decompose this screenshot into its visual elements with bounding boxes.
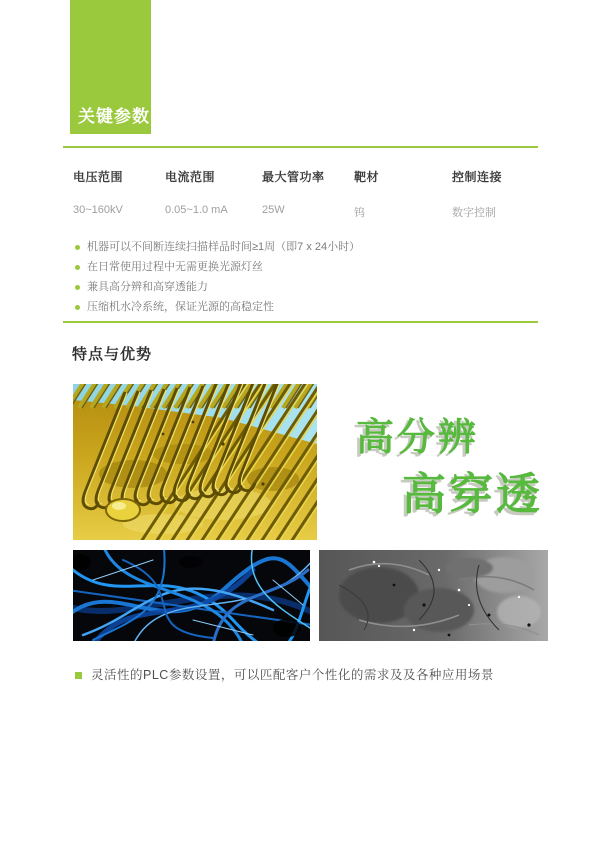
spec-col-current [165, 168, 228, 216]
blue-fiber-image [73, 550, 310, 641]
list-item [73, 277, 360, 297]
spec-table [73, 168, 543, 218]
bullet-text: 压缩机水冷系统，保证光源的高稳定性 [87, 301, 274, 313]
gold-wirebond-image [73, 384, 317, 540]
bullet-dot-icon [75, 285, 80, 290]
bullet-text: 机器可以不间断连续扫描样品时间≥1周（即7 x 24小时） [87, 241, 361, 253]
features-section-title: 特点与优势 [72, 346, 153, 363]
list-item [73, 297, 360, 317]
bullet-text: 在日常使用过程中无需更换光源灯丝 [87, 261, 263, 273]
key-params-tab [70, 0, 151, 134]
list-item [73, 257, 360, 277]
plc-feature-text: 灵活性的PLC参数设置，可以匹配客户个性化的需求及及各种应用场景 [91, 668, 494, 682]
spec-col-header: 控制连接 [452, 170, 503, 184]
gold-wirebond-micrograph [73, 384, 317, 540]
spec-col-header: 电流范围 [165, 170, 216, 184]
spec-col-voltage [73, 168, 124, 216]
spec-col-target [354, 168, 380, 219]
bullet-dot-icon [75, 245, 80, 250]
spec-col-header: 靶材 [354, 170, 380, 184]
bullet-dot-icon [75, 305, 80, 310]
spec-col-power [262, 168, 325, 216]
slogan-high-penetration: 高穿透 [402, 469, 543, 520]
gray-sem-image [319, 550, 548, 641]
spec-col-value: 25W [262, 204, 285, 216]
divider-middle [63, 321, 538, 323]
plc-feature-bullet [73, 667, 494, 684]
gray-sem-micrograph [319, 550, 548, 641]
bullet-text: 兼具高分辨和高穿透能力 [87, 281, 208, 293]
key-params-tab-label: 关键参数 [78, 107, 150, 126]
spec-col-value: 数字控制 [452, 207, 496, 219]
blue-fiber-micrograph [73, 550, 310, 641]
spec-col-header: 最大管功率 [262, 170, 325, 184]
spec-col-control [452, 168, 503, 219]
spec-col-value: 30~160kV [73, 204, 123, 216]
slogan-high-resolution: 高分辨 [356, 415, 480, 459]
list-item [73, 237, 360, 257]
bullet-dot-icon [75, 265, 80, 270]
spec-col-value: 钨 [354, 207, 365, 219]
bullet-square-icon [75, 672, 82, 679]
divider-top [63, 146, 538, 148]
spec-col-value: 0.05~1.0 mA [165, 204, 228, 216]
spec-bullet-list [73, 237, 360, 317]
spec-col-header: 电压范围 [73, 170, 124, 184]
